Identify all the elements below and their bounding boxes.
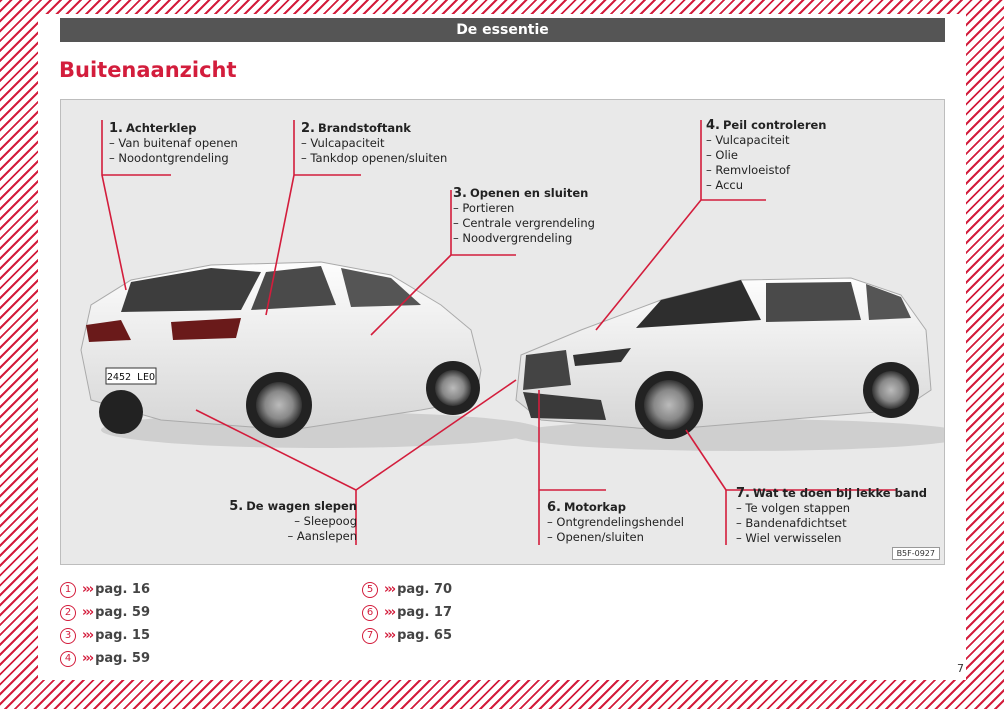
callout-5: 5. De wagen slepen – Sleepoog – Aanslepen (229, 499, 357, 543)
reference-3[interactable]: 3 ››› pag. 15 (60, 624, 150, 647)
callout-4: 4. Peil controleren – Vulcapaciteit – Olie – Remvloeistof – Accu (706, 118, 827, 192)
reference-5[interactable]: 5 ››› pag. 70 (362, 578, 452, 601)
page-number: 7 (957, 662, 964, 675)
section-header: De essentie (60, 18, 945, 42)
page-references-left (60, 578, 150, 670)
callout-1: 1. Achterklep – Van buitenaf openen – Noodontgrendeling (109, 121, 238, 165)
callout-3: 3. Openen en sluiten – Portieren – Centrale vergrendeling – Noodvergrendeling (453, 186, 595, 245)
rear-car (81, 262, 541, 448)
front-car (511, 278, 945, 451)
figure-code: B5F-0927 (892, 547, 940, 560)
callout-2: 2. Brandstoftank – Vulcapaciteit – Tankdop openen/sluiten (301, 121, 448, 165)
license-plate: 2452 LEO (106, 372, 156, 383)
reference-7[interactable]: 7 ››› pag. 65 (362, 624, 452, 647)
manual-page (38, 14, 966, 680)
reference-1[interactable]: 1 ››› pag. 16 (60, 578, 150, 601)
reference-4[interactable]: 4 ››› pag. 59 (60, 647, 150, 670)
exterior-view-figure (60, 99, 945, 565)
reference-2[interactable]: 2 ››› pag. 59 (60, 601, 150, 624)
callout-6: 6. Motorkap – Ontgrendelingshendel – Openen/sluiten (547, 500, 684, 544)
callout-7: 7. Wat te doen bij lekke band – Te volgen stappen – Bandenafdichtset – Wiel verwisselen (736, 486, 928, 545)
page-references-right (362, 578, 452, 647)
page-title: Buitenaanzicht (59, 58, 237, 82)
reference-6[interactable]: 6 ››› pag. 17 (362, 601, 452, 624)
